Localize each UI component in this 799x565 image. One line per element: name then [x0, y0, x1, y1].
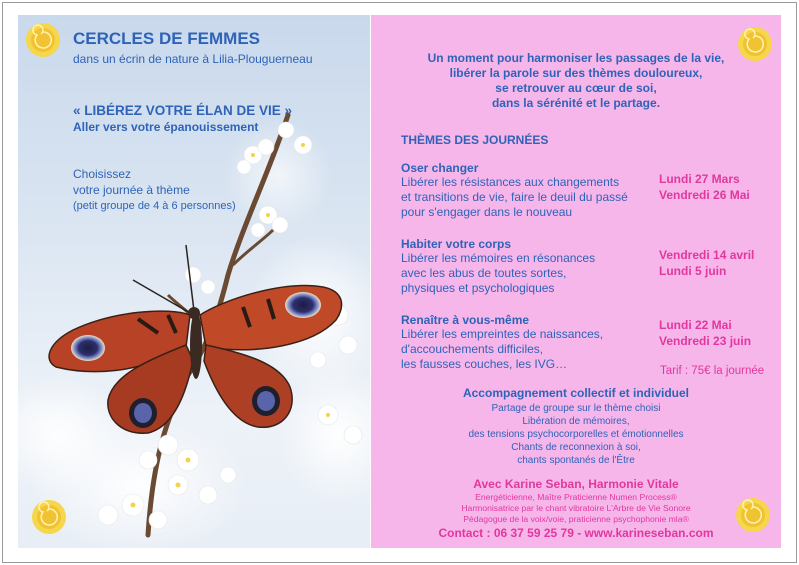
theme-title: Renaître à vous-même: [401, 313, 530, 327]
butterfly-photo: [18, 15, 370, 548]
sun-spiral-icon: [737, 26, 773, 62]
theme-desc: Libérer les mémoires en résonances avec les abus de toutes sortes, physiques et psychologiques: [401, 251, 596, 295]
theme-block: [401, 161, 628, 220]
facilitator-name: Avec Karine Seban, Harmonie Vitale: [473, 477, 679, 491]
theme-title: Oser changer: [401, 161, 479, 175]
info-panel: [371, 15, 781, 548]
headline-quote: « LIBÉREZ VOTRE ÉLAN DE VIE »: [73, 103, 293, 118]
themes-heading: THÈMES DES JOURNÉES: [401, 133, 549, 147]
theme-block: [401, 237, 595, 296]
facilitator-credentials: Energéticienne, Maître Praticienne Numen Process® Harmonisatrice par le chant vibratoire L'Arbre de Vie Sonore Pédagogue de la voix/voie, praticienne psychophonie mla®: [461, 492, 691, 524]
photo-panel: [18, 15, 370, 548]
theme-dates: Lundi 27 Mars Vendredi 26 Mai: [659, 172, 750, 202]
theme-title: Habiter votre corps: [401, 237, 512, 251]
theme-dates: Vendredi 14 avril Lundi 5 juin: [659, 248, 755, 278]
choose-text: Choisissez votre journée à thème (petit groupe de 4 à 6 personnes): [73, 167, 236, 212]
accompagnement-list: Partage de groupe sur le thème choisi Libération de mémoires, des tensions psychocorporelles et émotionnelles Chants de reconnexion à soi, chants spontanés de l'Être: [468, 403, 684, 466]
theme-desc: Libérer les empreintes de naissances, d'accouchements difficiles, les fausses couches, les IVG…: [401, 327, 604, 371]
page-title: CERCLES DE FEMMES: [73, 29, 261, 48]
theme-block: [401, 313, 603, 372]
sun-spiral-icon: [31, 499, 67, 535]
intro-text: Un moment pour harmoniser les passages de la vie, libérer la parole sur des thèmes douloureux, se retrouver au cœur de soi, dans la sérénité et le partage.: [427, 51, 725, 110]
accompagnement-title: Accompagnement collectif et individuel: [462, 386, 690, 400]
theme-dates: Lundi 22 Mai Vendredi 23 juin: [659, 318, 752, 348]
sun-spiral-icon: [735, 497, 771, 533]
sun-spiral-icon: [25, 22, 61, 58]
theme-desc: Libérer les résistances aux changements et transitions de vie, faire le deuil du passé pour s'engager dans le nouveau: [401, 175, 628, 219]
contact-line: Contact : 06 37 59 25 79 - www.karineseban.com: [438, 526, 714, 540]
subtitle: dans un écrin de nature à Lilia-Plouguerneau: [73, 52, 313, 66]
price-text: Tarif : 75€ la journée: [660, 365, 765, 377]
headline-sub: Aller vers votre épanouissement: [73, 120, 259, 134]
